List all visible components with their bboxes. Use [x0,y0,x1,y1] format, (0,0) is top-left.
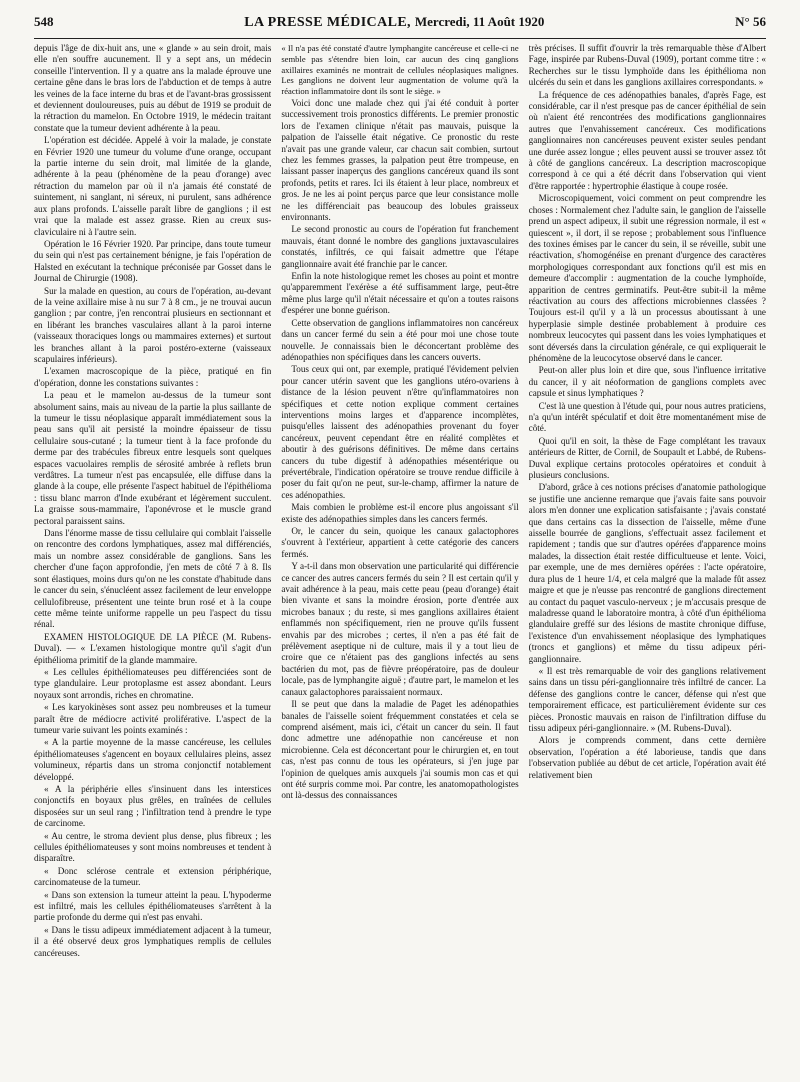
paragraph: « Les karyokinèses sont assez peu nombreuses et la tumeur paraît être de médiocre activité proliférative. L'aspect de la tumeur varie suivant les points examinés : [34,702,272,735]
paragraph: Le second pronostic au cours de l'opération fut franchement mauvais, étant donné le nombre des ganglions juxtavasculaires constatés, infiltrés, ce qui faisait admettre que l'étape ganglionnaire avait été franchie par le cancer. [281,224,519,269]
paragraph: Quoi qu'il en soit, la thèse de Fage complétant les travaux antérieurs de Ritter, de Cornil, de Soupault et Labbé, de Rubens-Duval explique certains protocoles opératoires et conduit à plusieurs conclusions. [528,435,766,481]
paragraph: Il se peut que dans la maladie de Paget les adénopathies banales de l'aisselle soient fréquemment constatées et cela se comprend aisément, mais ici, c'était un cancer du sein. Il faut donc admettre une adénopathie non cancéreuse et non microbienne. Cela est déconcertant pour le chirurgien et, en tout cas, n'est pas connu de tous les opérateurs, si j'en juge par l'opinion de quelques amis auxquels j'ai soumis mon cas et qui ont été surpris comme moi. Par contre, les anatomopathologistes ont là-dessus des connaissances [281,699,519,801]
issue-number: N° 56 [735,14,766,29]
paragraph: « Les cellules épithéliomateuses peu différenciées sont de type glandulaire. Leur protoplasme est assez abondant. Leurs noyaux sont arrondis, riches en chromatine. [34,666,272,700]
article-columns [34,43,766,1073]
paragraph: La fréquence de ces adénopathies banales, d'après Fage, est considérable, car il n'est presque pas de cancer épithélial de sein où n'aient été rencontrées des modifications ganglionnaires autres que l'envahissement cancéreux. Ces modifications ganglionnaires non cancéreuses peuvent exister seules pendant une durée assez longue ; elles peuvent aussi se trouver assez tôt à côté de ganglions cancéreux. La description macroscopique correspond à ce qui a été décrit dans l'observation qui vient d'être rapportée : hypertrophie élastique à coupe rosée. [528,89,766,191]
paragraph: Opération le 16 Février 1920. Par principe, dans toute tumeur du sein qui n'est pas certainement bénigne, je fais l'opération de Halsted en exécutant la technique préconisée par Gosset dans le Journal de Chirurgie (1908). [34,238,272,284]
issue-date: Mercredi, 11 Août 1920 [414,14,545,29]
paragraph: Tous ceux qui ont, par exemple, pratiqué l'évidement pelvien pour cancer utérin savent que les ganglions utéro-ovariens à distance de la lésion peuvent n'être qu'inflammatoires non spécifiques et cette notion explique comment certaines interventions moins larges et d'apparence incomplètes, puisqu'elles laissent des adénopathies provenant du foyer cancéreux, peuvent cependant être en réalité complètes et aboutir à des guérisons définitives. De même dans certains cancers du tube digestif à adénopathies mésentérique ou prévertébrale, l'indication opératoire se trouve rendue difficile à poser du fait qu'on ne peut, sur-le-champ, affirmer la nature de ces adénopathies. [281,364,519,500]
paragraph: Dans l'énorme masse de tissu cellulaire qui comblait l'aisselle on rencontre des cordons lymphatiques, assez mal différenciés, mais un nombre assez considérable de ganglions. Sans les chercher d'une façon approfondie, j'en mets de côté 7 à 8. Ils sont élastiques, moins durs qu'on ne les constate d'habitude dans le cancer du sein, s'énucléent assez facilement de leur enveloppe cellulofibreuse, présentent une teinte brun rosé et à la coupe cette même teinte uniforme rappelle un peu l'aspect du tissu rénal. [34,528,272,630]
paragraph: « Il n'a pas été constaté d'autre lymphangite cancéreuse et celle-ci ne semble pas s'étendre bien loin, car aucun des cinq ganglions axillaires examinés ne montrait de cellules néoplasiques malignes. Les ganglions ne doivent leur augmentation de volume qu'à la réaction inflammatoire dont ils sont le siège. » [281,43,519,97]
paragraph: « A la périphérie elles s'insinuent dans les interstices conjonctifs en boyaux plus grêles, en traînées de cellules disposées sur un seul rang ; l'infiltration tend à prendre le type de carcinome. [34,784,272,829]
paragraph: très précises. Il suffit d'ouvrir la très remarquable thèse d'Albert Fage, inspirée par Rubens-Duval (1909), portant comme titre : « Recherches sur le tissu lymphoïde dans les épithélioma non ulcérés du sein et dans les ganglions axillaires correspondants. » [528,43,766,88]
paragraph: La peau et le mamelon au-dessus de la tumeur sont absolument sains, mais au niveau de la partie la plus saillante de la tumeur le tissu néoplasique apparaît immédiatement sous la peau sans qu'il ait persisté la moindre épaisseur de tissu cellulaire sous-cutané ; la tumeur tient à la face profonde du derme par des trabécules fibreux entre lesquels sont quelques espaces vacuolaires remplis de sérosité ambrée à reflets brun verdâtres. La tumeur n'est pas encapsulée, elle diffuse dans la glande à la coupe, elle présente l'aspect habituel de l'épithélioma : tissu blanc marron d'Inde exubérant et légèrement succulent. La graisse sous-mammaire, l'aponévrose et le muscle grand pectoral paraissent sains. [34,390,272,526]
paragraph: Voici donc une malade chez qui j'ai été conduit à porter successivement trois pronostics différents. Le premier pronostic lors de l'examen clinique n'était pas mauvais, puisque la palpation de l'aisselle était négative. Ce pronostic du reste n'avait pas une grande valeur, car chacun sait combien, surtout chez les femmes grasses, la palpation peut être trompeuse, en laissant passer inaperçus des ganglions cancéreux quand ils sont profonds, petits et rares. Ici ils étaient à leur place, nombreux et gros. Je ne les ai point perçus parce que leur consistance molle ne les différenciait pas beaucoup des lobules graisseux environnants. [281,97,519,223]
paragraph: « A la partie moyenne de la masse cancéreuse, les cellules épithéliomateuses s'agencent en boyaux cellulaires pleins, assez volumineux, répartis dans un stroma conjonctif notablement développé. [34,737,272,782]
paragraph: Sur la malade en question, au cours de l'opération, au-devant de la veine axillaire mise à nu sur 7 à 8 cm., je ne trouvai aucun ganglion ; par contre, j'en rencontrai plusieurs en sectionnant et en libérant les branches vasculaires allant à la paroi interne (vaisseaux thoraciques longs ou mammaires externes) et surtout les branches allant à la paroi postéro-externe (vaisseaux scapulaires inférieurs). [34,285,272,364]
page-header [34,14,766,39]
paragraph: Mais combien le problème est-il encore plus angoissant s'il existe des adénopathies simples dans les cancers fermés. [281,502,519,524]
paragraph: « Dans le tissu adipeux immédiatement adjacent à la tumeur, il a été observé deux gros lymphatiques remplis de cellules cancéreuses. [34,924,272,958]
paragraph: depuis l'âge de dix-huit ans, une « glande » au sein droit, mais elle n'en souffre aucunement. Il y a sept ans, un médecin conseille l'intervention. Il y a quatre ans la malade éprouve une certaine gêne dans le bras lors de l'abduction et de temps à autre les veines de la face interne du bras et de l'avant-bras grossissent et deviennent douloureuses, puis au début de 1919 se produit de la rétraction du mamelon. En Octobre 1919, le médecin traitant constate que la tumeur devient adhérente à la peau. [34,43,272,133]
paragraph: D'abord, grâce à ces notions précises d'anatomie pathologique se justifie une ancienne remarque que j'avais faite sans pouvoir alors m'en donner une explication satisfaisante ; j'avais constaté que dans certains cas la dissection de l'aisselle, même d'une aisselle bourrée de ganglions, s'effectuait assez facilement et rapidement ; tandis que sur d'autres opérées d'apparence moins malades, la dissection était restée difficultueuse et lente. Voici, par exemple, une de mes dernières opérées : l'acte opératoire, dura plus de 1 heure 1/4, et cela malgré que la malade fût assez maigre et que je n'eusse pas rencontré de ganglions directement au contact du paquet vasculo-nerveux ; je m'accusais presque de maladresse quand le laboratoire montra, à côté d'un épithélioma glandulaire greffé sur des lésions de mastite chronique diffuse, l'existence d'un envahissement néoplasique des lymphatiques (troncs et ganglions) et même du tissu adipeux péri-ganglionnaire. [528,482,766,664]
column-left [34,43,271,1073]
journal-title: LA PRESSE MÉDICALE, [244,15,411,30]
paragraph: « Donc sclérose centrale et extension périphérique, carcinomateuse de la tumeur. [34,865,272,888]
paragraph: L'opération est décidée. Appelé à voir la malade, je constate en Février 1920 une tumeur du volume d'une orange, occupant la partie interne du sein droit, mal limitée de la glande, adhérente à la peau (phénomène de la peau d'orange) avec rétraction du mamelon par où il n'a jamais été constaté de suintement, ni sanglant, ni séreux, ni purulent, sans adhérence aux plans profonds. L'aisselle paraît libre de ganglions ; il est vrai que la malade est assez grasse. Rien au creux sus-claviculaire ni à l'autre sein. [34,135,272,237]
paragraph: Cette observation de ganglions inflammatoires non cancéreux dans un cancer fermé du sein a été pour moi une chose toute nouvelle. Je connaissais bien le déconcertant problème des adénopathies non spécifiques dans les cancers ouverts. [281,317,519,362]
paragraph: Or, le cancer du sein, quoique les canaux galactophores s'ouvrent à l'extérieur, appartient à cette catégorie des cancers fermés. [281,526,519,559]
paragraph: Enfin la note histologique remet les choses au point et montre qu'apparemment l'exérèse a été suffisamment large, peut-être même plus large qu'il n'était nécessaire et qu'on a toutes raisons d'espérer une bonne guérison. [281,271,519,316]
paragraph: Peut-on aller plus loin et dire que, sous l'influence irritative du cancer, il y ait néoformation de ganglions complets avec capsule et sinus lymphatiques ? [528,365,766,399]
paragraph: « Au centre, le stroma devient plus dense, plus fibreux ; les cellules épithéliomateuses y sont moins nombreuses et tendent à disparaître. [34,830,272,864]
paragraph: EXAMEN HISTOLOGIQUE DE LA PIÈCE (M. Rubens-Duval). — « L'examen histologique montre qu'il s'agit d'un épithélioma primitif de la glande mammaire. [34,631,272,665]
column-middle [281,43,518,1073]
paragraph: Alors je comprends comment, dans cette dernière observation, l'opération a été laborieuse, tandis que dans l'observation publiée au début de cet article, l'opération avait été relativement bien [528,735,766,780]
page-number: 548 [34,14,54,29]
journal-title-line [244,14,544,31]
paragraph: « Il est très remarquable de voir des ganglions relativement sains dans un tissu péri-ganglionnaire très infiltré de cancer. La défense des ganglions contre le cancer, défense qui n'est que temporairement efficace, est particulièrement évidente sur ces pièces. Pronostic mauvais en raison de l'infiltration diffuse du tissu adipeux péri-ganglionnaire. » (M. Rubens-Duval). [528,665,766,733]
column-right [529,43,766,1073]
paragraph: « Dans son extension la tumeur atteint la peau. L'hypoderme est infiltré, mais les cellules épithéliomateuses s'arrêtent à la partie profonde du derme qui n'est pas envahi. [34,889,272,923]
paragraph: Microscopiquement, voici comment on peut comprendre les choses : Normalement chez l'adulte sain, le ganglion de l'aisselle prend un aspect adipeux, il subit une régression normale, il est « quiescent », il dort, il se repose ; probablement sous l'influence des toxines émises par le cancer du sein, il se réveille, subit une réactivation, s'homogénéise en prenant d'urgence des caractères morphologiques correspondant aux fonctions qu'il est mis en demeure d'accomplir : augmentation de la couche lymphoïde, apparition de centres germinatifs. Peut-être subit-il la même réactivation au cours des affections microbiennes classées ? Toujours est-il qu'il y a là un processus aboutissant à une hyperplasie simple destinée probablement à produire ces nombreux leucocytes qui passent dans les voies lymphatiques et sont déversés dans la circulation générale, ce qui expliquerait le phénomène de la leucocytose observé dans le cancer. [528,193,766,363]
paragraph: L'examen macroscopique de la pièce, pratiqué en fin d'opération, donne les constations suivantes : [34,366,272,388]
paragraph: C'est là une question à l'étude qui, pour nous autres praticiens, n'a qu'un intérêt spéculatif et doit être momentanément mise de côté. [528,400,766,434]
paragraph: Y a-t-il dans mon observation une particularité qui différencie ce cancer des autres cancers fermés du sein ? Il est certain qu'il y avait adhérence à la peau, mais cette peau (peau d'orange) était bien vivante et sans la moindre érosion, porte d'entrée aux microbes banaux ; du reste, si mes ganglions axillaires étaient enflammés non spécifiquement, rien ne prouve qu'ils fussent envahis par des microbes ; certes, il n'en a pas été fait de prélèvement aseptique ni de culture, mais il y a tout lieu de croire que ce n'étaient pas des ganglions infectés au sens bactérien du mot, pas de fièvre préopératoire, pas de douleur locale, pas de lymphangite aiguë ; d'autre part, le mamelon et les canaux galactophores paraissaient normaux. [281,561,519,697]
